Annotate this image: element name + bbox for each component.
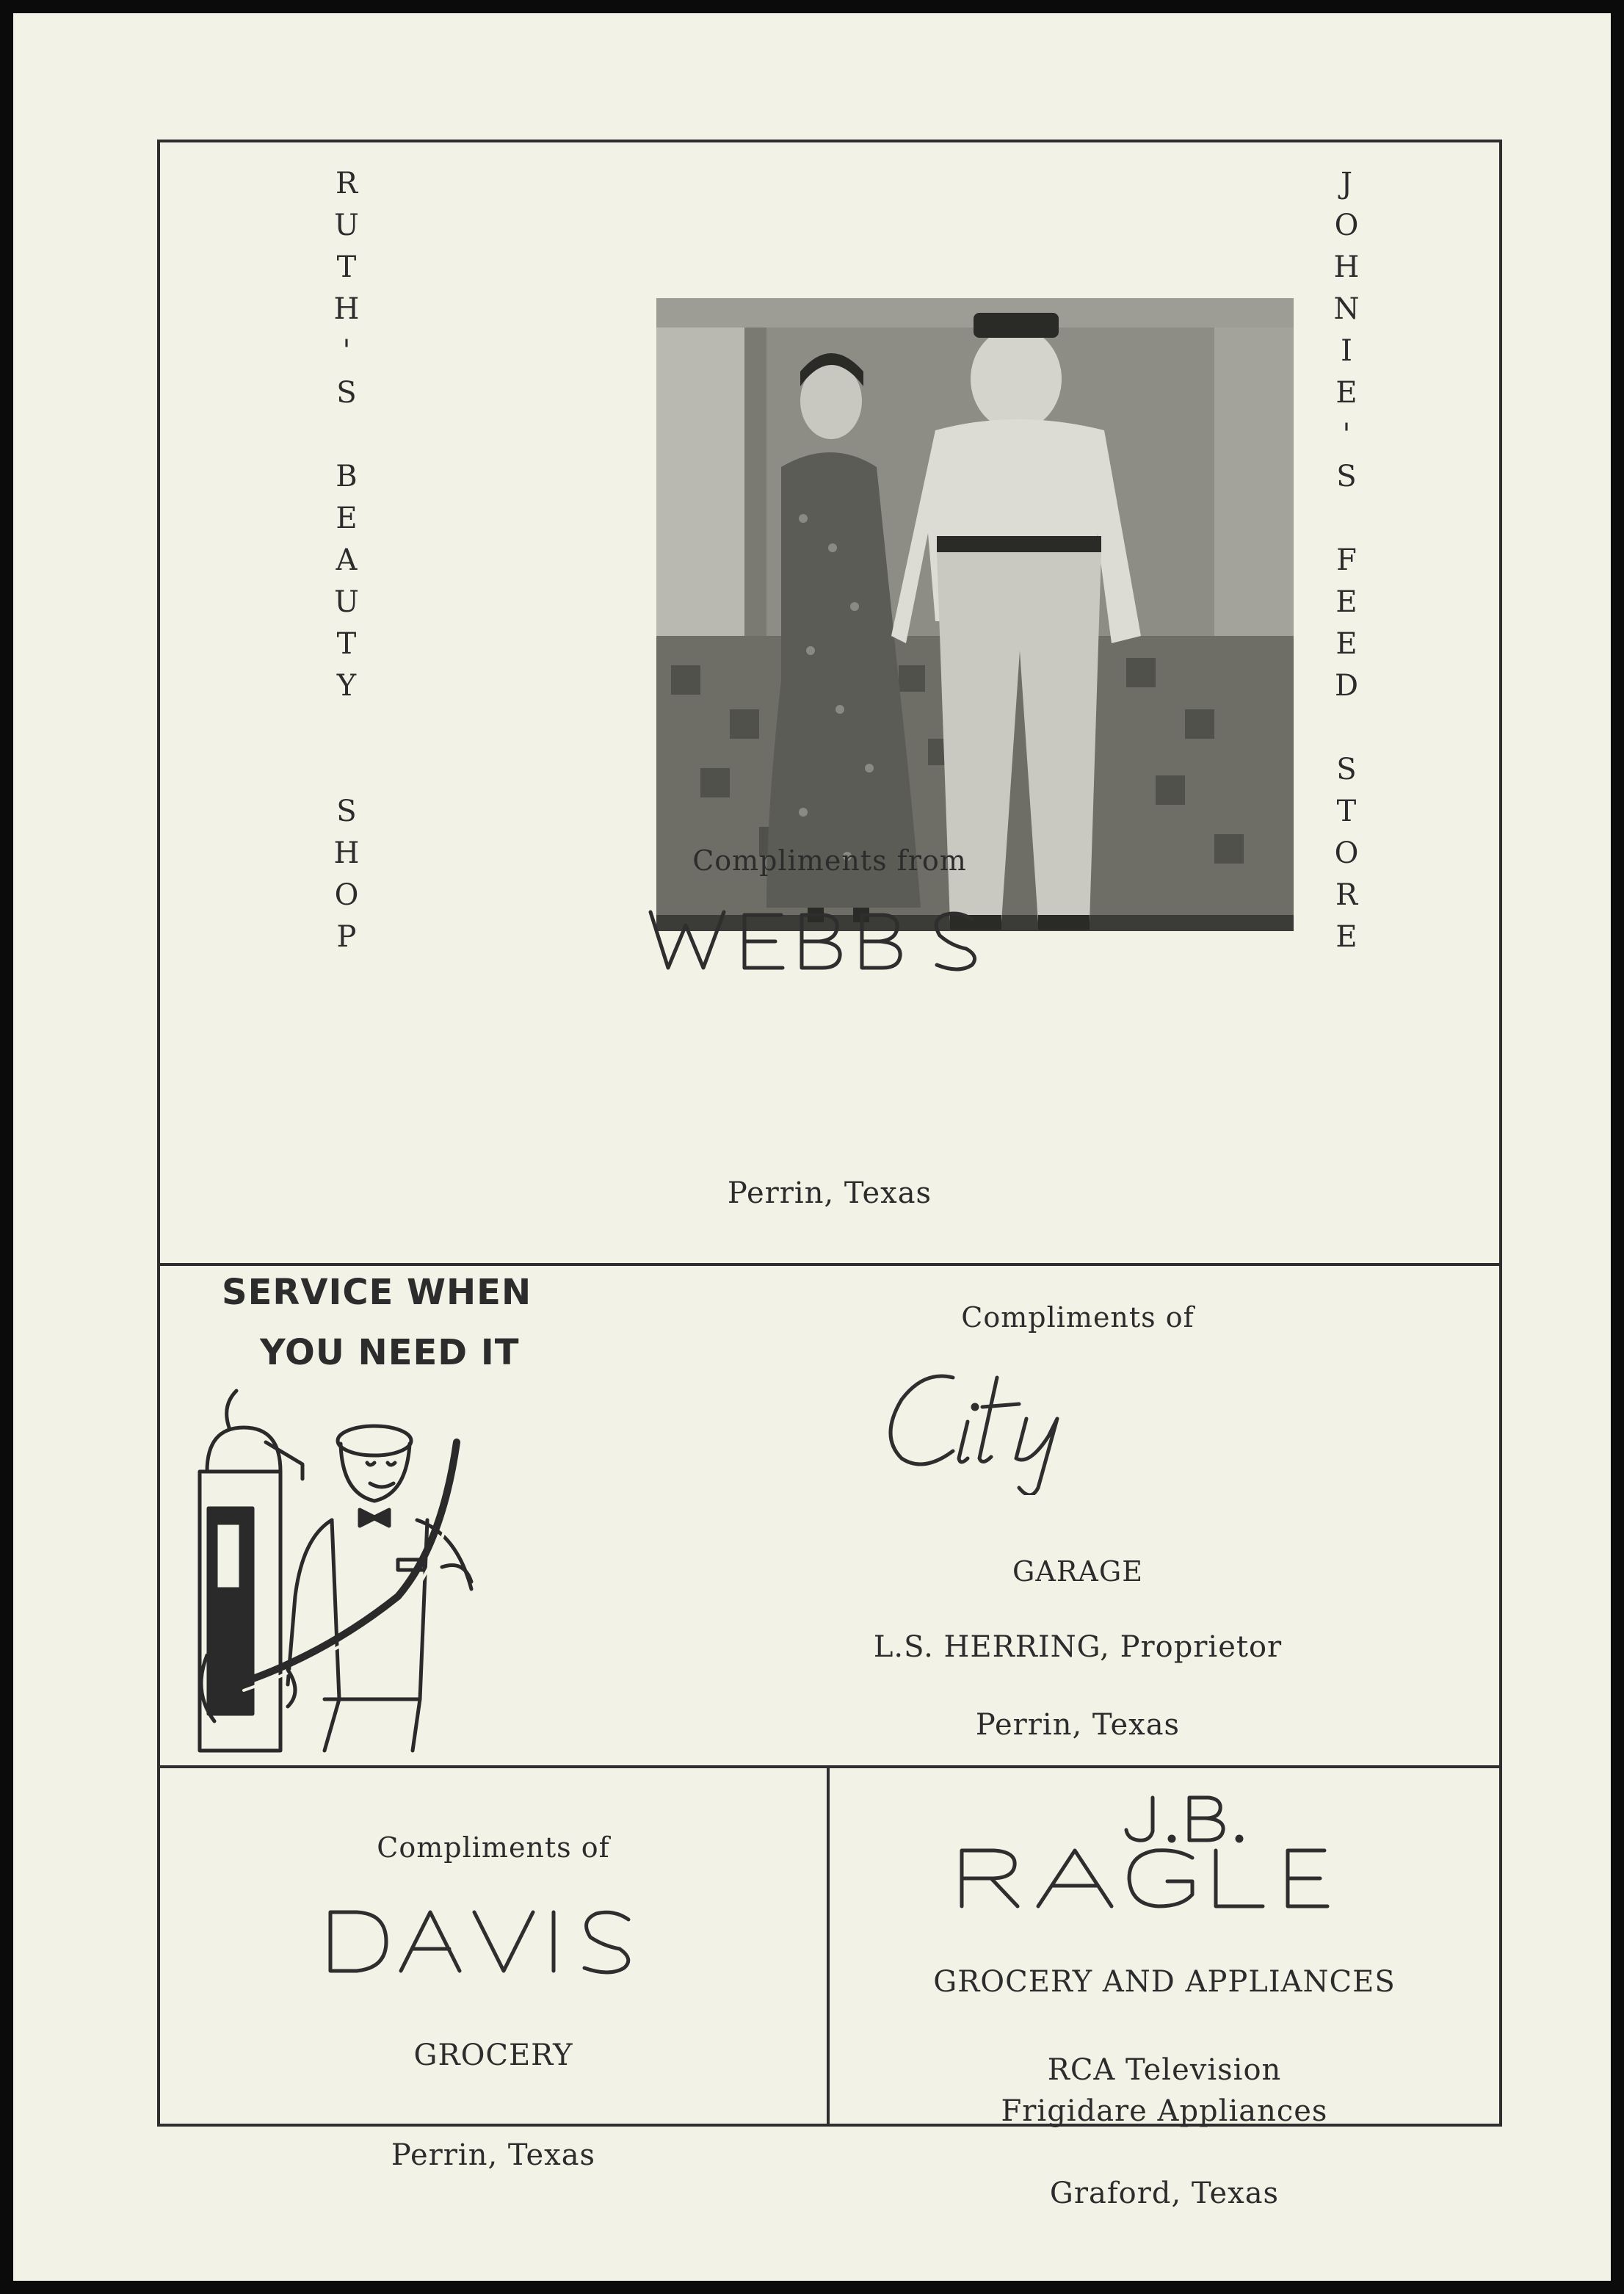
vertical-letter: B (336, 460, 358, 493)
vertical-letter: F (1336, 543, 1357, 577)
vertical-letter: S (336, 376, 357, 410)
city-script-logo (872, 1356, 1151, 1499)
vertical-letter: H (333, 836, 360, 870)
davis-location: Perrin, Texas (391, 2138, 596, 2172)
garage-slogan-line1: SERVICE WHEN (222, 1272, 532, 1313)
ragle-line1: RCA Television (1047, 2053, 1282, 2087)
vertical-letter: U (334, 585, 359, 619)
vertical-letter: S (336, 795, 357, 828)
vertical-letter: R (335, 167, 358, 200)
vertical-letter: E (1335, 376, 1357, 410)
vertical-letter: H (1333, 250, 1360, 284)
yearbook-page (13, 13, 1611, 2281)
vertical-letter: E (1335, 920, 1357, 954)
vertical-letter: E (1335, 627, 1357, 661)
vertical-letter (1324, 707, 1369, 749)
ruths-beauty-shop-vertical (325, 163, 369, 958)
davis-compliments-line: Compliments of (377, 1831, 610, 1864)
davis-business: GROCERY (413, 2038, 573, 2072)
vertical-letter: U (334, 209, 359, 242)
vertical-letter: I (1341, 334, 1352, 368)
johnies-feed-store-vertical (1324, 163, 1369, 958)
vertical-letter: Y (336, 669, 357, 703)
vertical-letter: S (1336, 460, 1357, 493)
vertical-letter: R (1335, 878, 1358, 912)
webb-couple-photo (656, 298, 1294, 931)
vertical-letter (325, 414, 369, 456)
vertical-letter: P (336, 920, 357, 954)
vertical-letter: O (1334, 209, 1359, 242)
vertical-letter: T (336, 250, 357, 284)
webbs-logo (643, 897, 1040, 989)
vertical-letter: A (336, 543, 358, 577)
webbs-wordmark-svg (643, 897, 1040, 985)
garage-business: GARAGE (1012, 1555, 1143, 1588)
vertical-letter: E (336, 502, 358, 535)
ragle-logo (950, 1842, 1391, 1919)
vertical-letter (1324, 498, 1369, 540)
webbs-location: Perrin, Texas (727, 1176, 932, 1210)
vertical-letter: H (333, 292, 360, 326)
vertical-letter: S (1336, 753, 1357, 786)
garage-compliments-line: Compliments of (961, 1301, 1195, 1334)
gas-attendant-illustration (178, 1376, 589, 1762)
garage-location: Perrin, Texas (975, 1708, 1181, 1742)
ragle-line2: Frigidare Appliances (1001, 2094, 1328, 2128)
divider (160, 1263, 1499, 1266)
vertical-letter: O (1334, 836, 1359, 870)
vertical-letter: J (1340, 167, 1353, 200)
vertical-letter (325, 707, 369, 749)
garage-proprietor: L.S. HERRING, Proprietor (873, 1630, 1283, 1664)
vertical-letter: T (336, 627, 357, 661)
vertical-letter: ' (342, 334, 351, 368)
davis-logo (320, 1902, 658, 1986)
ad-frame (157, 140, 1502, 2210)
vertical-letter (325, 749, 369, 791)
vertical-letter: T (1336, 795, 1357, 828)
ragle-location: Graford, Texas (1049, 2177, 1280, 2210)
vertical-letter: ' (1342, 418, 1351, 452)
garage-slogan-line2: YOU NEED IT (260, 1332, 520, 1373)
webbs-compliments-line: Compliments from (692, 844, 967, 877)
vertical-letter: E (1335, 585, 1357, 619)
vertical-letter: D (1334, 669, 1359, 703)
vertical-letter: O (334, 878, 359, 912)
divider (160, 1765, 1499, 1768)
vertical-letter: N (1333, 292, 1360, 326)
ragle-business: GROCERY AND APPLIANCES (933, 1965, 1396, 1999)
